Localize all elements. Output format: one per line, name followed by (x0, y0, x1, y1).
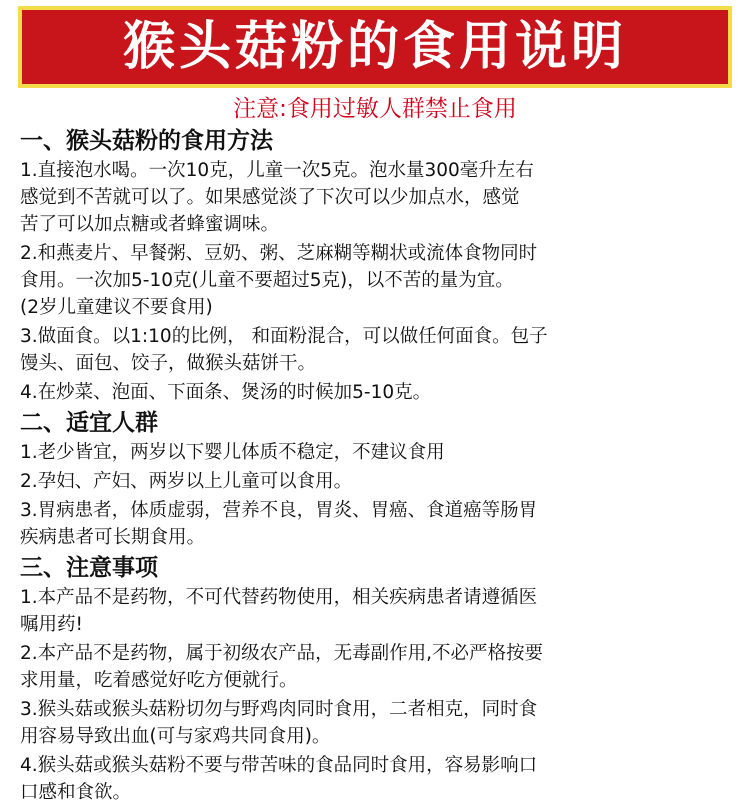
title-banner (18, 6, 732, 88)
item-line: 苦了可以加点糖或者蜂蜜调味。 (20, 214, 280, 235)
item-line: 3.猴头菇或猴头菇粉切勿与野鸡肉同时食用，二者相克，同时食 (20, 699, 538, 720)
page-title: 猴头菇粉的食用说明 (122, 17, 627, 77)
section-title: 三、注意事项 (20, 555, 158, 581)
item-line: 4.猴头菇或猴头菇粉不要与带苦味的食品同时食用，容易影响口 (20, 755, 538, 776)
list-item (20, 323, 742, 377)
item-line: 感觉到不苦就可以了。如果感觉淡了下次可以少加点水，感觉 (20, 187, 520, 208)
item-line: 疾病患者可长期食用。 (20, 527, 206, 548)
list-item (20, 497, 742, 551)
section-3 (20, 553, 742, 806)
allergy-notice: 注意:食用过敏人群禁止食用 (233, 96, 517, 122)
item-line: 3.胃病患者，体质虚弱，营养不良，胃炎、胃癌、食道癌等肠胃 (20, 500, 538, 521)
item-line: 食用。一次加5-10克(儿童不要超过5克)，以不苦的量为宜。 (20, 270, 514, 291)
item-line: 嘱用药! (20, 614, 83, 635)
instructions-content (20, 126, 742, 808)
list-item (20, 640, 742, 694)
item-line: 2.孕妇、产妇、两岁以上儿童可以食用。 (20, 471, 353, 492)
item-line: 1.老少皆宜，两岁以下婴儿体质不稳定，不建议食用 (20, 442, 445, 463)
item-line: (2岁儿童建议不要食用) (20, 297, 213, 318)
item-line: 求用量，吃着感觉好吃方便就行。 (20, 670, 298, 691)
item-line: 3.做面食。以1:10的比例， 和面粉混合，可以做任何面食。包子 (20, 326, 548, 347)
item-line: 口感和食欲。 (20, 782, 132, 803)
list-item (20, 584, 742, 638)
list-item (20, 468, 742, 495)
item-line: 馒头、面包、饺子，做猴头菇饼干。 (20, 353, 317, 374)
section-1 (20, 126, 742, 406)
item-line: 1.直接泡水喝。一次10克，儿童一次5克。泡水量300毫升左右 (20, 160, 534, 181)
section-title: 二、适宜人群 (20, 410, 158, 436)
item-line: 2.本产品不是药物，属于初级农产品，无毒副作用,不必严格按要 (20, 643, 544, 664)
item-line: 用容易导致出血(可与家鸡共同食用)。 (20, 726, 331, 747)
list-item (20, 752, 742, 806)
section-2 (20, 408, 742, 551)
item-line: 2.和燕麦片、早餐粥、豆奶、粥、芝麻糊等糊状或流体食物同时 (20, 243, 538, 264)
list-item (20, 240, 742, 321)
list-item (20, 439, 742, 466)
list-item (20, 157, 742, 238)
list-item (20, 696, 742, 750)
item-line: 4.在炒菜、泡面、下面条、煲汤的时候加5-10克。 (20, 382, 432, 403)
list-item (20, 379, 742, 406)
section-title: 一、猴头菇粉的食用方法 (20, 128, 273, 154)
item-line: 1.本产品不是药物，不可代替药物使用，相关疾病患者请遵循医 (20, 587, 538, 608)
